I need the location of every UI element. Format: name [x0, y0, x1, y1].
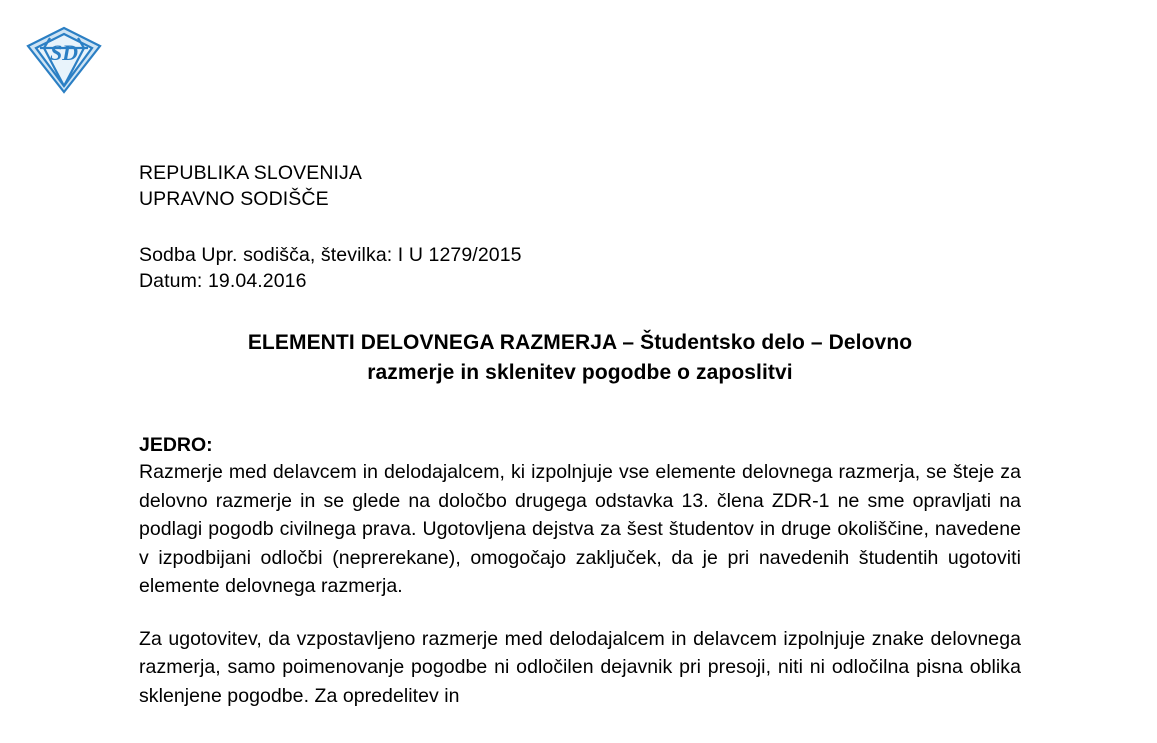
paragraph-1: Razmerje med delavcem in delodajalcem, ki izpolnjuje vse elemente delovnega razmerja, se šteje za delovno razmerje in se glede na določbo drugega odstavka 13. člena ZDR-1 ne sme opravljati na podlagi pogodb civilnega prava. Ugotovljena dejstva za šest študentov in druge okoliščine, navedene v izpodbijani odločbi (neprerekane), omogočajo zaključek, da je pri navedenih študentih ugotoviti elemente delovnega razmerja.	[139, 461, 1021, 597]
svg-text:SD: SD	[49, 40, 79, 65]
case-meta-block	[139, 242, 1021, 294]
organization-line-1: REPUBLIKA SLOVENIJA	[139, 162, 362, 184]
page-title	[139, 328, 1021, 388]
organization-line-2: UPRAVNO SODIŠČE	[139, 188, 329, 210]
page-title-line-2: razmerje in sklenitev pogodbe o zaposlitvi	[367, 361, 793, 384]
page-title-line-1: ELEMENTI DELOVNEGA RAZMERJA – Študentsko delo – Delovno	[247, 331, 913, 354]
document-content	[139, 160, 1021, 710]
case-date: Datum: 19.04.2016	[139, 270, 307, 292]
paragraph-2: Za ugotovitev, da vzpostavljeno razmerje med delodajalcem in delavcem izpolnjuje znake delovnega razmerja, samo poimenovanje pogodbe ni odločilen dejavnik pri presoji, niti ni odločilna pisna oblika sklenjene pogodbe. Za opredelitev in	[139, 627, 1021, 707]
section-label-jedro: JEDRO:	[139, 434, 213, 456]
organization-block	[139, 160, 1021, 212]
diamond-emblem-logo	[20, 24, 108, 96]
case-number: Sodba Upr. sodišča, številka: I U 1279/2015	[139, 244, 522, 266]
